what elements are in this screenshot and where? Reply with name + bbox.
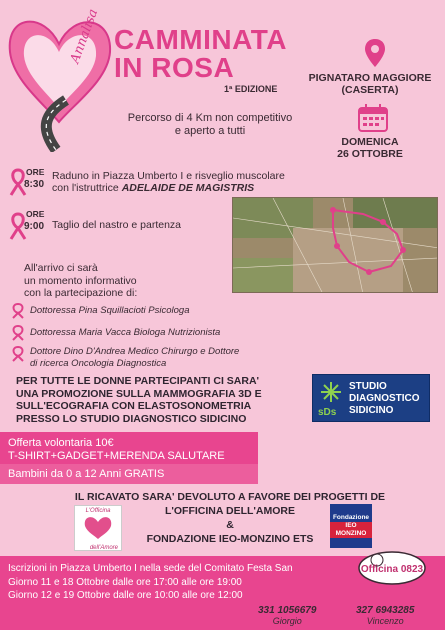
proceeds-text: IL RICAVATO SARA' DEVOLUTO A FAVORE DEI PROGETTI DE L'OFFICINA DELL'AMORE & FONDAZIONE IEO-MONZINO ETS [74,491,386,545]
svg-text:Officina 0823: Officina 0823 [360,564,424,575]
officina-amore-logo: L'Officina dell'Amore [74,505,122,551]
heart-ribbon-logo [4,4,114,152]
logo-script: Annalisa [67,7,102,66]
location-pin-icon [364,38,386,68]
title-line2: IN ROSA [114,52,235,83]
offer-items: T-SHIRT+GADGET+MERENDA SALUTARE [8,450,225,462]
ribbon-bullet-icon [10,346,26,362]
footer-line-1: Iscrizioni in Piazza Umberto I nella sede del Comitato Festa San [8,563,293,574]
page-title [114,26,287,82]
kids-free-banner: Bambini da 0 a 12 Anni GRATIS [0,464,258,484]
schedule-item-taglio: Taglio del nastro e partenza [52,219,181,231]
speaker-2: Dottoressa Maria Vacca Biologa Nutrizionista [30,327,221,338]
schedule-item-raduno: Raduno in Piazza Umberto I e risveglio muscolare con l'istruttrice ADELAIDE DE MAGISTRIS [52,170,285,194]
arrival-info: All'arrivo ci sarà un momento informativo con la partecipazione di: [24,262,138,299]
ieo-monzino-logo: Fondazione IEO MONZINO [330,504,372,548]
event-location: PIGNATARO MAGGIORE (CASERTA) [308,72,432,96]
speaker-1: Dottoressa Pina Squillacioti Psicologa [30,305,190,316]
phone-vincenzo[interactable]: 327 6943285 [356,605,415,616]
offer-price: Offerta volontaria 10€ [8,437,114,449]
sds-star-icon [316,378,346,418]
route-map-image [232,197,438,293]
footer-line-2: Giorno 11 e 18 Ottobre dalle ore 17:00 alle ore 19:00 [8,577,242,588]
promo-text: PER TUTTE LE DONNE PARTECIPANTI CI SARA' UNA PROMOZIONE SULLA MAMMOGRAFIA 3D E SULL'ECOGRAFIA CON ELASTOSONOMETRIA PRESSO LO STUDIO DIAGNOSTICO SIDICINO [16,375,262,425]
svg-text:sDs: sDs [318,407,337,418]
ribbon-bullet-icon [10,303,26,319]
event-date: DOMENICA 26 OTTOBRE [337,136,403,160]
ribbon-bullet-icon [10,325,26,341]
route-description: Percorso di 4 Km non competitivo e aperto a tutti [127,112,293,137]
calendar-icon [358,104,388,132]
contact-giorgio: 331 1056679 Giorgio [258,605,317,626]
footer-line-3: Giorno 12 e 19 Ottobre dalle ore 10:00 alle ore 12:00 [8,590,243,601]
phone-giorgio[interactable]: 331 1056679 [258,605,317,616]
contact-vincenzo: 327 6943285 Vincenzo [356,605,415,626]
speaker-3: Dottore Dino D'Andrea Medico Chirurgo e Dottore di ricerca Oncologia Diagnostica [30,346,240,369]
map-picture [233,198,438,293]
sds-logo: sDs STUDIO DIAGNOSTICO SIDICINO [312,374,430,422]
officina-0823-logo [357,548,427,586]
edition-label: 1ª EDIZIONE [224,84,278,94]
heart-hands-icon [75,514,121,540]
title-line1: CAMMINATA [114,24,287,55]
